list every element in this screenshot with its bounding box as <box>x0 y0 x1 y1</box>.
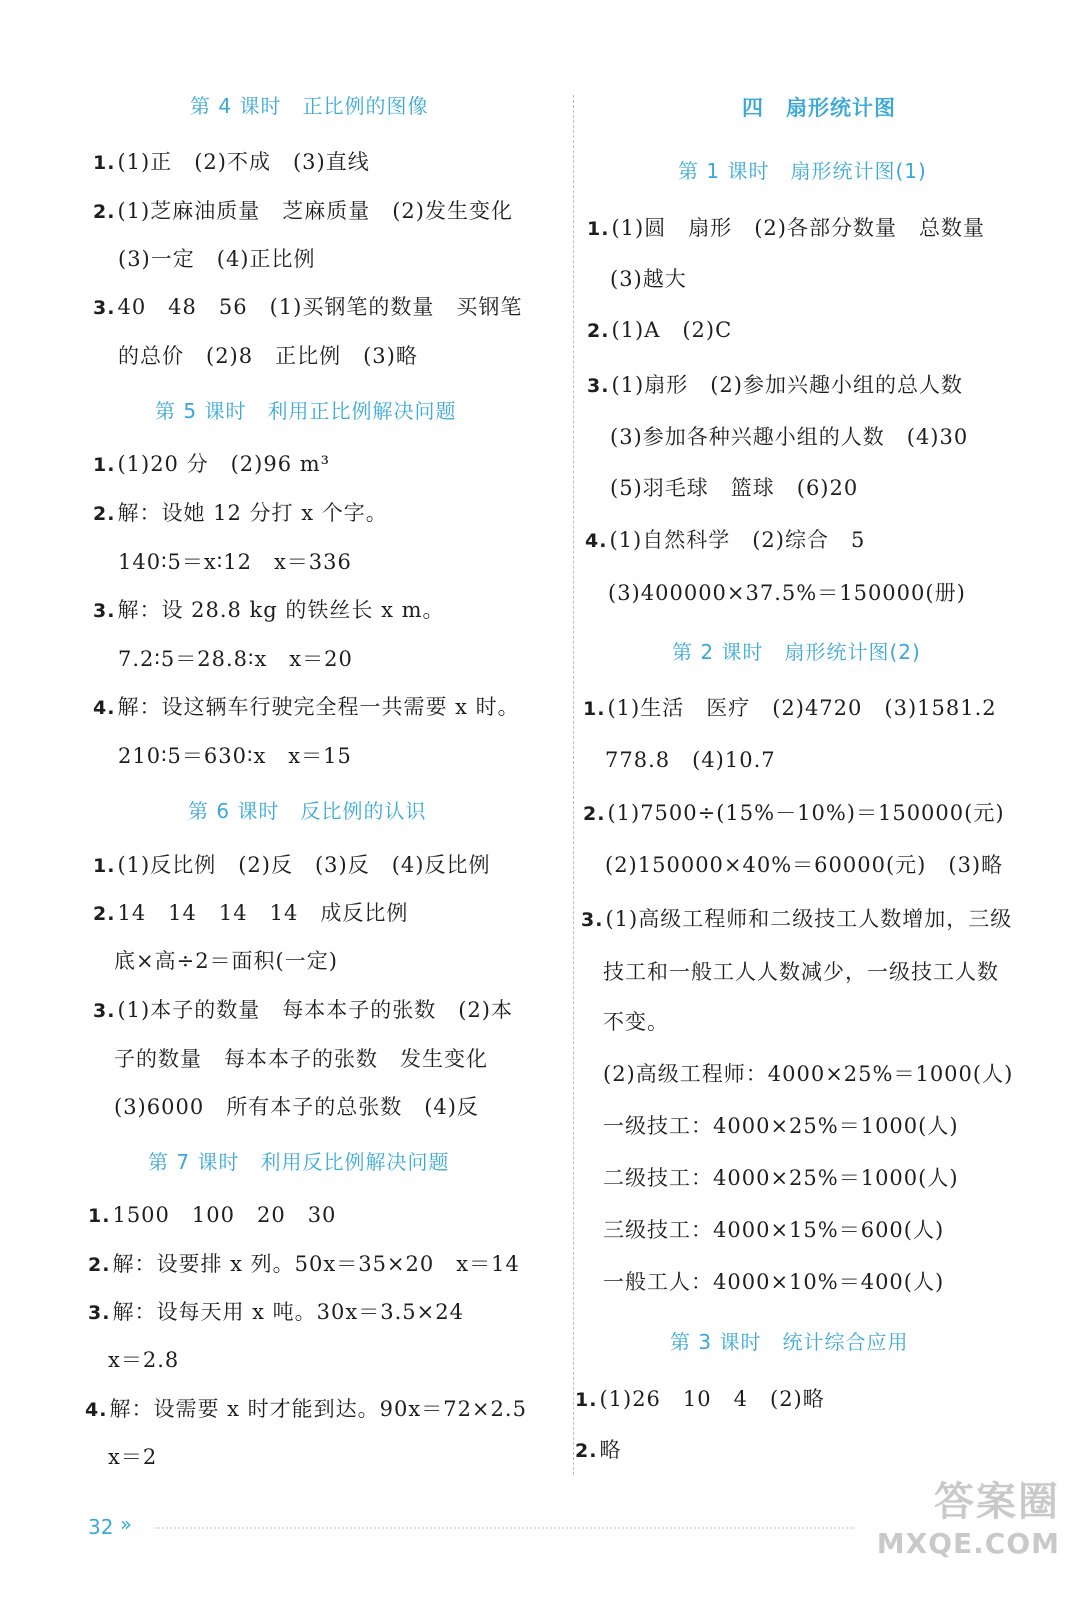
answer-line: 1.(1)正 (2)不成 (3)直线 <box>93 150 370 174</box>
answer-line: 3.(1)扇形 (2)参加兴趣小组的总人数 <box>587 373 963 397</box>
answer-line: 2.(1)A (2)C <box>587 318 733 342</box>
answer-line: 2.(1)芝麻油质量 芝麻质量 (2)发生变化 <box>93 199 513 223</box>
answer-line: 1.(1)生活 医疗 (2)4720 (3)1581.2 <box>583 696 997 720</box>
watermark <box>860 1470 1060 1580</box>
answer-line: 3.解：设 28.8 kg 的铁丝长 x m。 <box>93 598 445 622</box>
lesson-heading-2: 第 2 课时 扇形统计图(2) <box>672 640 921 664</box>
answer-line: (3)参加各种兴趣小组的人数 (4)30 <box>610 425 969 449</box>
answer-line: (3)6000 所有本子的总张数 (4)反 <box>114 1095 479 1119</box>
answer-line: x＝2 <box>108 1445 158 1469</box>
answer-line: 技工和一般工人人数减少，一级技工人数 <box>603 960 999 984</box>
watermark-logo: 答案圈 <box>934 1479 1060 1525</box>
lesson-heading-6: 第 6 课时 反比例的认识 <box>188 799 427 823</box>
answer-line: 7.2∶5＝28.8∶x x＝20 <box>118 647 353 671</box>
lesson-heading-4: 第 4 课时 正比例的图像 <box>190 94 429 118</box>
lesson-heading-3: 第 3 课时 统计综合应用 <box>670 1330 909 1354</box>
answer-line: 一般工人：4000×10%＝400(人) <box>603 1270 945 1294</box>
answer-line: 1.(1)反比例 (2)反 (3)反 (4)反比例 <box>93 853 491 877</box>
answer-line: 4.解：设需要 x 时才能到达。90x＝72×2.5 <box>85 1397 527 1421</box>
answer-line: 210∶5＝630∶x x＝15 <box>118 744 352 768</box>
answer-line: 2.14 14 14 14 成反比例 <box>93 901 409 925</box>
answer-line: 3.(1)本子的数量 每本本子的张数 (2)本 <box>93 998 513 1022</box>
answer-line: x＝2.8 <box>108 1348 180 1372</box>
answer-line: 4.(1)自然科学 (2)综合 5 <box>585 528 866 552</box>
answer-line: 1.1500 100 20 30 <box>88 1203 337 1227</box>
answer-line: 2.略 <box>575 1438 622 1462</box>
answer-line: 2.解：设要排 x 列。50x＝35×20 x＝14 <box>88 1252 520 1276</box>
page-number: 32 <box>88 1515 114 1539</box>
answer-line: 3.40 48 56 (1)买钢笔的数量 买钢笔 <box>93 295 523 319</box>
answer-line: 2.解：设她 12 分打 x 个字。 <box>93 501 388 525</box>
answer-line: 140∶5＝x∶12 x＝336 <box>118 550 352 574</box>
answer-line: 二级技工：4000×25%＝1000(人) <box>603 1166 959 1190</box>
answer-line: 1.(1)20 分 (2)96 m³ <box>93 452 331 476</box>
answer-line: 三级技工：4000×15%＝600(人) <box>603 1218 945 1242</box>
answer-line: 1.(1)26 10 4 (2)略 <box>575 1387 825 1411</box>
answer-line: (2)150000×40%＝60000(元) (3)略 <box>605 853 1004 877</box>
footer-divider <box>155 1527 855 1529</box>
answer-line: 子的数量 每本本子的张数 发生变化 <box>114 1047 488 1071</box>
answer-line: (3)400000×37.5%＝150000(册) <box>608 581 966 605</box>
answer-line: 1.(1)圆 扇形 (2)各部分数量 总数量 <box>587 216 985 240</box>
chevron-right-icon: ›› <box>120 1512 128 1536</box>
lesson-heading-5: 第 5 课时 利用正比例解决问题 <box>155 399 457 423</box>
watermark-url: MXQE.COM <box>876 1527 1060 1560</box>
answer-line: 不变。 <box>603 1010 669 1034</box>
answer-line: 3.(1)高级工程师和二级技工人数增加，三级 <box>581 907 1013 931</box>
answer-line: 3.解：设每天用 x 吨。30x＝3.5×24 <box>88 1300 464 1324</box>
answer-line: (5)羽毛球 篮球 (6)20 <box>610 476 859 500</box>
answer-line: 2.(1)7500÷(15%－10%)＝150000(元) <box>583 801 1005 825</box>
column-divider <box>573 95 574 1475</box>
answer-line: 底×高÷2＝面积(一定) <box>114 949 338 973</box>
answer-line: (3)越大 <box>610 267 687 291</box>
answer-line: 778.8 (4)10.7 <box>605 748 776 772</box>
chapter-heading: 四 扇形统计图 <box>742 96 896 120</box>
answer-line: 的总价 (2)8 正比例 (3)略 <box>118 344 418 368</box>
answer-line: (2)高级工程师：4000×25%＝1000(人) <box>603 1062 1014 1086</box>
answer-line: (3)一定 (4)正比例 <box>118 247 316 271</box>
lesson-heading-7: 第 7 课时 利用反比例解决问题 <box>148 1150 450 1174</box>
lesson-heading-1: 第 1 课时 扇形统计图(1) <box>678 159 927 183</box>
answer-line: 一级技工：4000×25%＝1000(人) <box>603 1114 959 1138</box>
answer-line: 4.解：设这辆车行驶完全程一共需要 x 时。 <box>93 695 520 719</box>
